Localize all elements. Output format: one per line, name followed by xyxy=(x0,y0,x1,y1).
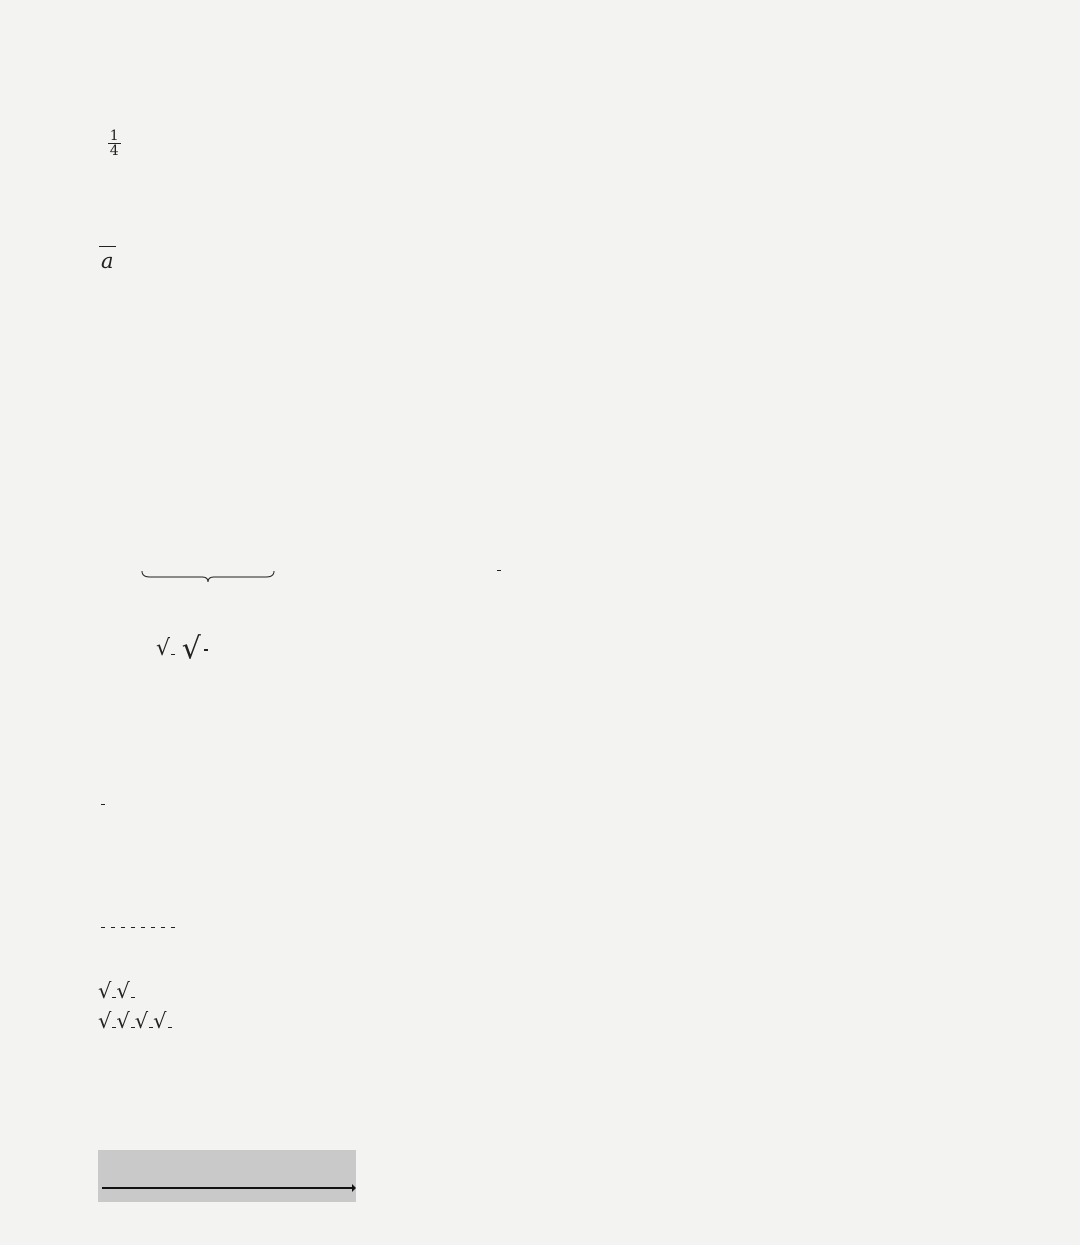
answer-line-19: √ √ xyxy=(156,634,211,674)
fraction xyxy=(141,927,145,928)
fraction xyxy=(121,927,125,928)
fraction xyxy=(161,927,165,928)
fraction xyxy=(171,927,175,928)
fraction xyxy=(131,927,135,928)
fraction xyxy=(497,570,501,571)
answer-line xyxy=(98,246,129,274)
answer-line xyxy=(98,128,124,159)
sqrt-ab xyxy=(171,654,175,655)
answer-line-7b: √ √ √ √ xyxy=(98,1007,172,1035)
fraction xyxy=(101,927,105,928)
fraction xyxy=(151,927,155,928)
fraction: $\frac{1}{4}$ xyxy=(109,128,119,159)
underbrace-product xyxy=(140,553,280,599)
number-line-figure xyxy=(98,1150,356,1202)
answer-line xyxy=(98,789,108,823)
fraction xyxy=(111,927,115,928)
fraction xyxy=(101,804,105,805)
sqrt-a: a xyxy=(99,246,116,275)
underbrace xyxy=(140,569,276,583)
answer-line-6 xyxy=(98,912,178,946)
answer-line-7a: √ √ xyxy=(98,977,135,1005)
fraction xyxy=(204,649,208,651)
fraction-group xyxy=(494,555,504,595)
